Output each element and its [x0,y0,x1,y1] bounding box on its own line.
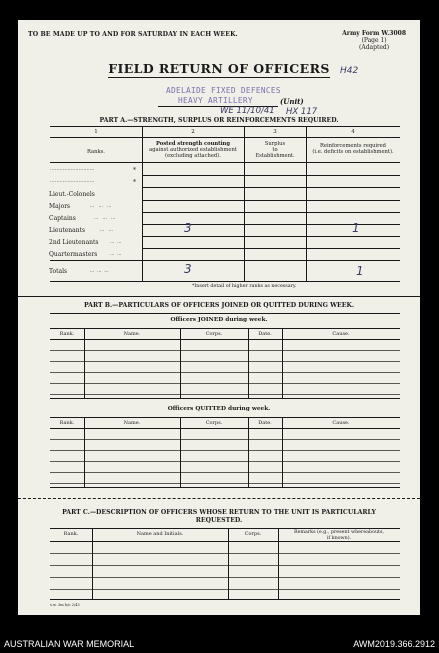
cut-line [18,498,420,499]
table-column-rule [248,418,249,487]
col-header-posted: Posted strength counting against authorized establishment (excluding attached). [149,141,237,160]
table-header-rule [50,428,400,429]
part-a-row-rule-3 [142,200,400,201]
part-a-row-rule-4 [142,212,400,213]
form-adapted: (Adapted) [359,44,390,51]
part-a-totals-rule [50,260,400,261]
table-row-rule [50,383,400,384]
part-a-bottom-rule [50,281,400,282]
table-column-rule [248,329,249,398]
col-header-ranks: Ranks. [87,149,105,155]
totals-label: Totals [49,268,68,275]
table-column-rule [228,529,229,599]
joined-col-cause: Cause. [332,331,350,337]
rank-star-2: * [133,179,136,186]
table-column-rule [278,529,279,599]
rank-blank-dots-1: ............................ [50,166,95,172]
archive-caption-left: AUSTRALIAN WAR MEMORIAL [4,639,135,649]
part-c-table [50,529,400,599]
table-header-rule [50,541,400,542]
handwritten-date-note: WE 11/10/41 [220,106,275,116]
joined-col-name: Name. [123,331,141,337]
part-a-footnote: *Insert detail of higher ranks as necessary. [192,284,297,289]
archive-caption-right: AWM2019.366.2912 [353,639,435,649]
table-column-rule [84,418,85,487]
joined-col-corps: Corps. [205,331,223,337]
col-header-reinforcements: Reinforcements required (i.e. deficits on establishment). [312,143,394,156]
quitted-table-title: Officers QUITTED during week. [167,406,271,412]
part-a-row-rule-5 [142,224,400,225]
printer-note: s.w. 3m h/o 2/43 [50,603,80,607]
table-column-rule [180,329,181,398]
section-divider-a-b [18,296,420,297]
table-row-rule [50,394,400,395]
part-a-row-rule-6 [142,236,400,237]
unit-stamp-line-1: ADELAIDE FIXED DEFENCES [166,86,281,95]
part-a-row-rule-1 [142,175,400,176]
form-page: TO BE MADE UP TO AND FOR SATURDAY IN EACH WEEK. Army Form W.3008 (Page 1) (Adapted) FIELD RETURN OF OFFICERS H42 ADELAIDE FIXED DEFENCES HEAVY ARTILLERY (Unit) WE 11/10/41 HX 117 PART A.—STRENGTH, SURPLUS OR REINFORCEMENTS REQUIRED. 1 2 3 4 Ranks. Posted strength counting against authorized establishment (excluding attached). Surplus to Establishment. Reinforcements required (i.e. deficits on establishment). ............................ * ............................ * Lieut.-Colonels Majors ... ... ... Captains ... ... ... Lieutenants ... ... 3 1 2nd Lieutenants ... ... Quartermasters ... ... Totals ... ... ... 3 1 *Insert detail of higher ranks as necessary. PART B.—PARTICULARS OF OFFICERS JOINED OR QUITTED DURING WEEK. Officers JOINED during week. Rank. Name. Corps. Date. Cause. Officers QUITTED during week. Rank. Name. Corps. Date. Cause. PART C.—DESCRIPTION OF OFFICERS WHOSE RETURN TO THE UNIT IS PARTICULARLY REQUESTED. Rank. Name and Initials. Corps. Remarks (e.g., present whereabouts, if known). s.w. 3m h/o 2/43 [18,20,420,615]
table-column-rule [282,329,283,398]
part-a-number-rule [50,137,400,138]
unit-stamp-line-2: HEAVY ARTILLERY [178,96,253,105]
table-row-rule [50,577,400,578]
table-bottom-rule [50,398,400,399]
table-column-rule [84,329,85,398]
table-row-rule [50,361,400,362]
part-c-col-corps: Corps. [244,531,262,537]
form-number: Army Form W.3008 [342,30,406,37]
part-a-col-4-number: 4 [351,129,355,135]
table-bottom-rule [50,487,400,488]
quitted-col-name: Name. [123,420,141,426]
part-a-title: PART A.—STRENGTH, SURPLUS OR REINFORCEMENTS REQUIRED. [99,117,339,124]
handwritten-totals-reinf: 1 [356,264,364,278]
joined-table [50,329,400,398]
form-instruction: TO BE MADE UP TO AND FOR SATURDAY IN EACH WEEK. [28,31,238,38]
joined-col-rank: Rank. [59,331,75,337]
part-a-row-rule-2 [142,187,400,188]
part-a-header-rule [50,162,400,163]
handwritten-corner-note: H42 [340,66,359,76]
rank-blank-dots-2: ............................ [50,178,95,184]
rank-2nd-lieutenants: 2nd Lieutenants [49,239,99,246]
quitted-table [50,418,400,487]
part-b-title: PART B.—PARTICULARS OF OFFICERS JOINED OR QUITTED DURING WEEK. [83,302,355,309]
part-c-col-rank: Rank. [63,531,79,537]
part-a-col-3-number: 3 [273,129,277,135]
handwritten-lieutenants-posted: 3 [184,221,192,235]
quitted-col-rank: Rank. [59,420,75,426]
handwritten-lieutenants-reinf: 1 [352,221,360,235]
part-a-col-1-number: 1 [94,129,98,135]
table-bottom-rule [50,599,400,600]
part-c-col-remarks: Remarks (e.g., present whereabouts, if known). [294,530,384,541]
table-row-rule [50,450,400,451]
table-row-rule [50,565,400,566]
rank-star-1: * [133,167,136,174]
table-row-rule [50,589,400,590]
form-title: FIELD RETURN OF OFFICERS [108,61,330,76]
part-b-top-rule [50,313,400,314]
rank-quartermasters: Quartermasters [49,251,98,258]
part-a-top-rule [50,126,400,127]
part-c-title-line-1: PART C.—DESCRIPTION OF OFFICERS WHOSE RETURN TO THE UNIT IS PARTICULARLY [62,509,376,516]
table-column-rule [180,418,181,487]
rank-captains: Captains [49,215,76,222]
joined-col-date: Date. [258,331,272,337]
table-row-rule [50,439,400,440]
rank-majors: Majors [49,203,71,210]
quitted-col-date: Date. [258,420,272,426]
table-row-rule [50,372,400,373]
form-page-number: (Page 1) [361,37,387,44]
col-header-surplus: Surplus to Establishment. [255,141,295,160]
table-column-rule [282,418,283,487]
part-c-col-name: Name and Initials. [136,531,184,537]
rank-lieut-colonels: Lieut.-Colonels [49,191,95,198]
joined-table-title: Officers JOINED during week. [170,317,268,323]
table-row-rule [50,472,400,473]
table-row-rule [50,483,400,484]
part-c-title-line-2: REQUESTED. [195,517,243,524]
handwritten-totals-posted: 3 [184,262,192,276]
quitted-col-corps: Corps. [205,420,223,426]
table-row-rule [50,350,400,351]
table-header-rule [50,339,400,340]
rank-lieutenants: Lieutenants [49,227,86,234]
table-column-rule [92,529,93,599]
handwritten-reference: HX 117 [286,107,318,117]
table-row-rule [50,553,400,554]
unit-label: (Unit) [280,97,304,106]
form-number-block [342,30,406,51]
table-row-rule [50,461,400,462]
quitted-col-cause: Cause. [332,420,350,426]
part-a-col-2-number: 2 [191,129,195,135]
part-a-row-rule-7 [142,248,400,249]
